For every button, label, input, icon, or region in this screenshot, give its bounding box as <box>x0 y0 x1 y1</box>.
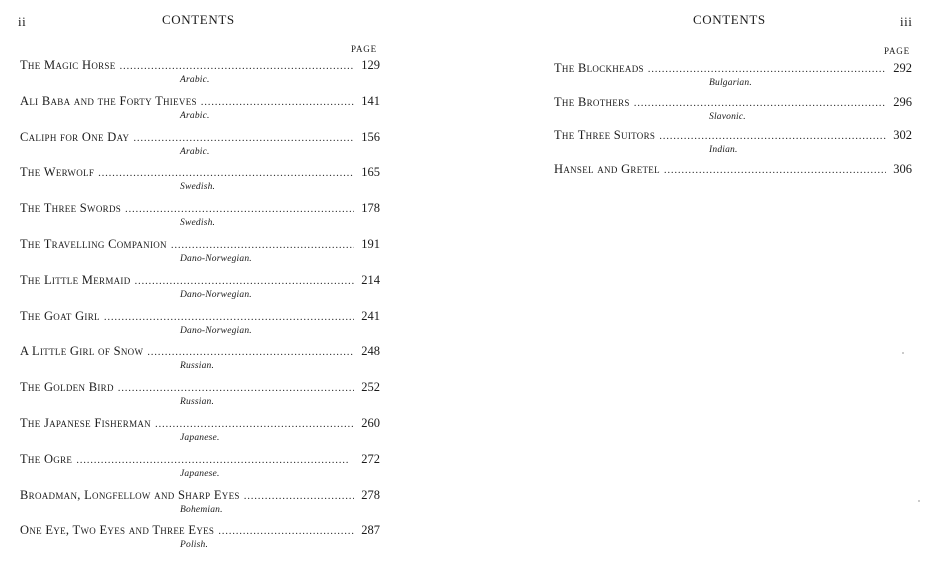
dot-leader <box>133 130 354 146</box>
entry-title: The Three Suitors <box>554 128 656 142</box>
entry-title: The Brothers <box>554 94 630 109</box>
dot-leader <box>218 523 354 539</box>
toc-entry[interactable] <box>20 522 380 558</box>
toc-entry[interactable] <box>20 487 380 523</box>
toc-entry[interactable] <box>20 57 380 93</box>
dot-leader <box>664 162 886 178</box>
entry-title: Ali Baba and the Forty Thieves <box>20 93 197 108</box>
toc-entry[interactable] <box>20 451 380 487</box>
entry-title: The Blockheads <box>554 61 644 75</box>
toc-entry[interactable] <box>20 272 380 308</box>
entry-origin: Swedish. <box>180 218 216 229</box>
entry-origin: Arabic. <box>180 146 210 157</box>
dot-leader <box>659 128 886 144</box>
entry-title: The Ogre <box>20 451 73 466</box>
toc-entry[interactable] <box>20 308 380 344</box>
entry-origin: Japanese. <box>180 432 220 443</box>
toc-entry[interactable] <box>20 164 380 200</box>
entry-page-number: 252 <box>361 380 380 395</box>
entry-page-number: 191 <box>361 236 380 251</box>
scan-speck <box>918 500 920 502</box>
dot-leader <box>125 201 354 217</box>
dot-leader <box>135 273 354 289</box>
entry-page-number: 272 <box>361 451 380 466</box>
toc-entry[interactable] <box>20 415 380 451</box>
entry-page-number: 287 <box>361 523 380 538</box>
entry-page-number: 178 <box>361 201 380 216</box>
entry-page-number: 214 <box>361 272 380 287</box>
dot-leader <box>155 416 354 432</box>
dot-leader <box>147 344 354 360</box>
entry-page-number: 165 <box>361 165 380 180</box>
entry-title: The Goat Girl <box>20 308 100 323</box>
toc-entry[interactable] <box>20 200 380 236</box>
toc-entry[interactable] <box>554 94 912 128</box>
dot-leader <box>171 237 354 253</box>
entry-page-number: 306 <box>893 161 912 176</box>
entry-title: A Little Girl of Snow <box>20 344 144 359</box>
entry-origin: Slavonic. <box>709 111 746 122</box>
dot-leader <box>118 380 354 396</box>
entry-page-number: 302 <box>893 128 912 142</box>
entry-title: Caliph for One Day <box>20 129 130 144</box>
entry-page-number: 141 <box>361 93 380 108</box>
entry-origin: Bulgarian. <box>709 78 752 88</box>
page-column-label-right: PAGE <box>884 46 910 56</box>
entry-page-number: 260 <box>361 415 380 430</box>
entry-origin: Russian. <box>180 397 215 408</box>
running-head-left: CONTENTS <box>162 12 235 27</box>
left-page <box>0 0 460 577</box>
toc-entry[interactable] <box>20 343 380 379</box>
page-folio-right: iii <box>900 14 913 29</box>
entry-origin: Dano-Norwegian. <box>180 325 252 336</box>
running-head-right: CONTENTS <box>693 12 766 27</box>
dot-leader <box>120 58 354 74</box>
toc-entry[interactable] <box>20 379 380 415</box>
entry-origin: Russian. <box>180 361 215 372</box>
entry-title: Broadman, Longfellow and Sharp Eyes <box>20 487 240 502</box>
entry-origin: Dano-Norwegian. <box>180 289 252 300</box>
page-column-label-left: PAGE <box>351 44 377 54</box>
entry-page-number: 241 <box>361 308 380 323</box>
entry-title: The Three Swords <box>20 201 122 216</box>
scan-speck <box>902 352 904 354</box>
right-page <box>470 0 933 577</box>
dot-leader <box>634 95 886 111</box>
entry-title: The Magic Horse <box>20 58 116 72</box>
entry-title: The Golden Bird <box>20 380 114 395</box>
dot-leader <box>98 165 354 181</box>
dot-leader <box>648 61 886 77</box>
entry-page-number: 278 <box>361 487 380 502</box>
entry-origin: Arabic. <box>180 75 210 85</box>
dot-leader <box>201 94 354 110</box>
entry-origin: Swedish. <box>180 182 216 193</box>
toc-list-right <box>554 60 912 194</box>
toc-entry[interactable] <box>554 161 912 195</box>
entry-title: The Werwolf <box>20 165 95 180</box>
dot-leader <box>76 452 354 468</box>
entry-page-number: 156 <box>361 129 380 144</box>
entry-origin: Indian. <box>709 145 738 155</box>
page-folio-left: ii <box>18 14 27 29</box>
entry-origin: Japanese. <box>180 468 220 479</box>
toc-entry[interactable] <box>554 60 912 94</box>
toc-entry[interactable] <box>20 236 380 272</box>
entry-page-number: 129 <box>361 58 380 72</box>
entry-origin: Bohemian. <box>180 504 223 515</box>
entry-origin: Polish. <box>180 540 209 551</box>
entry-page-number: 296 <box>893 94 912 109</box>
entry-origin: Dano-Norwegian. <box>180 253 252 264</box>
dot-leader <box>104 309 354 325</box>
dot-leader <box>244 488 354 504</box>
entry-title: The Little Mermaid <box>20 272 131 287</box>
entry-page-number: 292 <box>893 61 912 75</box>
toc-list-left <box>20 57 380 558</box>
toc-entry[interactable] <box>554 127 912 161</box>
entry-title: Hansel and Gretel <box>554 161 660 176</box>
entry-title: The Japanese Fisherman <box>20 415 151 430</box>
toc-entry[interactable] <box>20 93 380 129</box>
toc-entry[interactable] <box>20 129 380 165</box>
entry-title: The Travelling Companion <box>20 236 167 251</box>
entry-page-number: 248 <box>361 344 380 359</box>
entry-title: One Eye, Two Eyes and Three Eyes <box>20 523 215 538</box>
entry-origin: Arabic. <box>180 110 210 121</box>
